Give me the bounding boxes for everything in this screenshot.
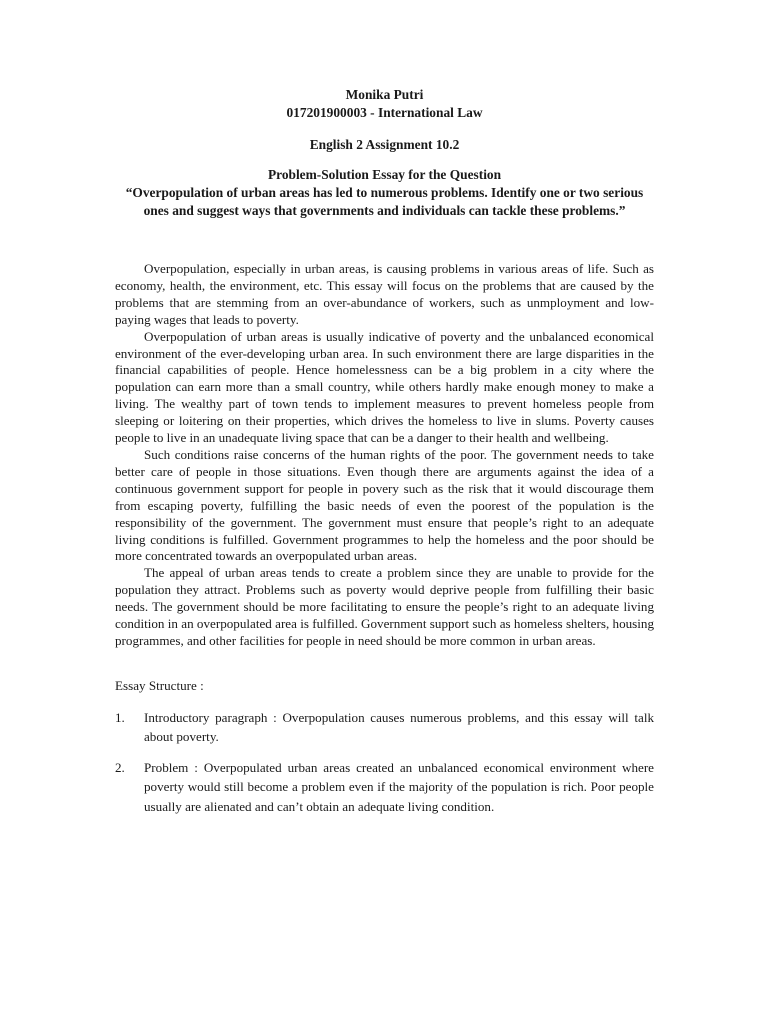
paragraph-2: Overpopulation of urban areas is usually indicative of poverty and the unbalanced economical environment of the ever-developing urban area. In such environment there are large disparities in the financial capabilities of people. Hence homelessness can be a big problem in a city where the population can earn more than a small country, while others hardly make enough money to make a living. The wealthy part of town tends to implement measures to prevent homeless people from sleeping or loitering on their properties, which drives the homeless to live in slums. Poverty causes people to live in an unadequate living space that can be a danger to their health and wellbeing.	[115, 328, 654, 446]
list-item-number: 1.	[115, 709, 125, 725]
essay-question: “Overpopulation of urban areas has led to numerous problems. Identify one or two serious ones and suggest ways that governments and individuals can tackle these problems.”	[125, 185, 644, 218]
list-item	[115, 758, 654, 817]
essay-type: Problem-Solution Essay for the Question	[267, 167, 502, 182]
author-name: Monika Putri	[345, 87, 424, 102]
list-item-text: Problem : Overpopulated urban areas created an unbalanced economical environment where poverty would still become a problem even if the majority of the population is rich. Poor people usually are alienated and can’t obtain an adequate living condition.	[144, 759, 654, 814]
paragraph-4: The appeal of urban areas tends to create a problem since they are unable to provide for the population they attract. Problems such as poverty would deprive people from fulfilling their basic needs. The government should be more facilitating to ensure the people’s right to an adequate living condition in an overpopulated area is fulfilled. Government support such as homeless shelters, housing programmes, and other facilities for people in need should be more common in urban areas.	[115, 565, 654, 648]
paragraph-3: Such conditions raise concerns of the human rights of the poor. The government needs to take better care of people in those situations. Even though there are arguments against the idea of a continuous government support for people in povery such as the risk that it would discourage them from escaping poverty, fulfilling the basic needs of even the poorest of the population is the responsibility of the government. The government must ensure that people’s right to an adequate living conditions is fulfilled. Government programmes to help the homeless and the poor should be more concentrated towards an overpopulated urban areas.	[115, 446, 654, 564]
document-page	[115, 86, 654, 827]
essay-body	[115, 261, 654, 650]
assignment-title: English 2 Assignment 10.2	[309, 137, 460, 152]
essay-structure-list	[115, 708, 654, 817]
list-item-number: 2.	[115, 759, 125, 775]
paragraph-1: Overpopulation, especially in urban areas, is causing problems in various areas of life. Such as economy, health, the environment, etc. This essay will focus on the problems that are caused by the problems that are stemming from an over-abundance of workers, such as unmployment and low-paying wages that leads to poverty.	[115, 261, 654, 327]
student-info: 017201900003 - International Law	[286, 105, 483, 120]
list-item	[115, 708, 654, 747]
list-item-text: Introductory paragraph : Overpopulation causes numerous problems, and this essay will talk about poverty.	[144, 709, 654, 745]
essay-structure-label: Essay Structure :	[115, 677, 204, 693]
